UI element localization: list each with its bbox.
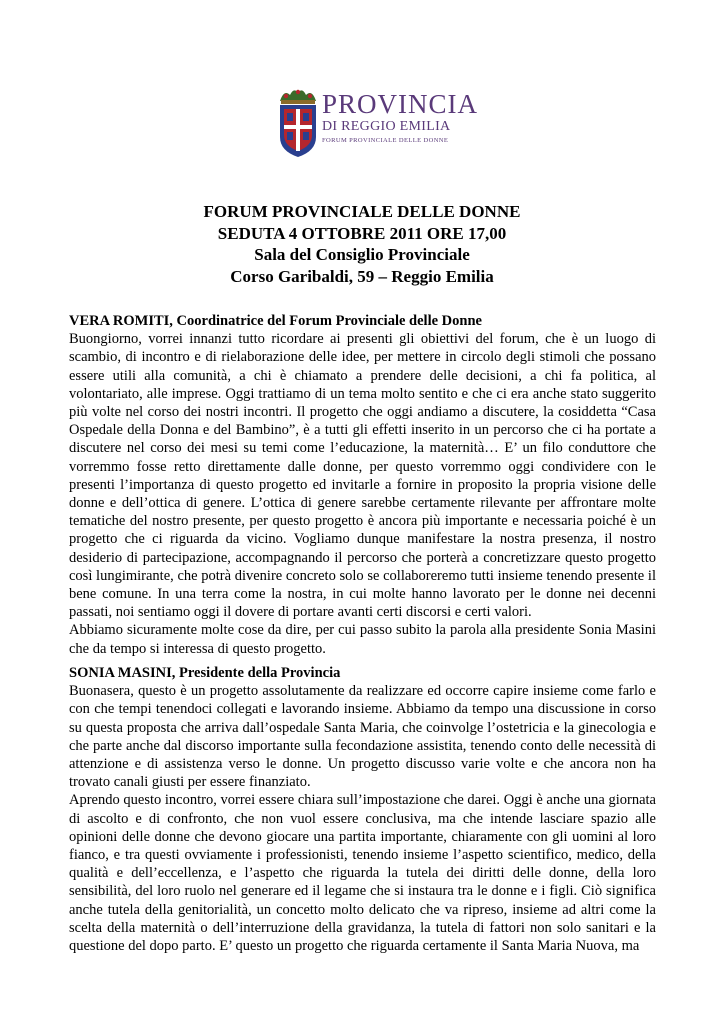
speaker-heading: SONIA MASINI, Presidente della Provincia — [69, 665, 341, 681]
document-heading — [0, 201, 724, 287]
speech-section-2 — [69, 664, 656, 955]
coat-of-arms-icon — [276, 87, 320, 159]
speech-paragraph: Abbiamo sicuramente molte cose da dire, per cui passo subito la parola alla presidente Sonia Masini che da tempo si interessa di questo progetto. — [69, 622, 656, 657]
logo-name: PROVINCIA — [322, 89, 479, 119]
speech-paragraph: Buongiorno, vorrei innanzi tutto ricordare ai presenti gli obiettivi del forum, che è un luogo di scambio, di incontro e di rielaborazione delle idee, per mettere in circolo degli stimoli che possano essere utili alla comunità, a chi è chiamato a prendere delle decisioni, a chi fa politica, al volontariato, alle imprese. Oggi trattiamo di un tema molto sentito e che ci era anche stato suggerito più volte nel corso dei nostri incontri. Il progetto che oggi andiamo a discutere, la cosiddetta “Casa Ospedale della Donna e del Bambino”, è a tutti gli effetti inserito in un percorso che ci ha portate a discutere nel corso dei mesi su temi come l’educazione, la maternità… E’ un filo conduttore che vorremmo fosse retto direttamente dalle donne, per questo vorremmo oggi condividere con le presenti l’importanza di questo progetto ed invitarle a fornire in proposito la propria visione delle donne e dell’ottica di genere. L’ottica di genere sarebbe certamente rilevante per affrontare molte tematiche del nostro presente, per questo progetto è ancora più importante e necessaria poiché è un progetto che ci riguarda da vicino. Vogliamo dunque manifestare la nostra presenza, il nostro desiderio di partecipazione, accompagnando il percorso che porterà a concretizzare questo progetto così lungimirante, che potrà divenire concreto solo se collaboreremo tutti insieme tenendo presente il bene comune. In una terra come la nostra, in cui molte hanno lavorato per le donne nei decenni passati, noi sentiamo oggi il dovere di portare avanti certi discorsi e certi valori. — [69, 331, 656, 621]
logo-subtitle: DI REGGIO EMILIA — [322, 119, 451, 134]
speech-paragraph: Aprendo questo incontro, vorrei essere chiara sull’impostazione che darei. Oggi è anche una giornata di ascolto e di confronto, che non vuol essere conclusiva, ma che intende lasciare spazio alle opinioni delle donne che devono giocare una partita importante, chiaramente con gli uomini al loro fianco, e tra questi ovviamente i professionisti, tenendo insieme l’aspetto scientifico, medico, della qualità e dell’eccellenza, e l’aspetto che riguarda la tutela dei diritti delle donne, della loro sensibilità, del loro ruolo nel generare ed il legame che si instaura tra le donne e i figli. Ciò significa anche tutela della genitorialità, un concetto molto delicato che va ripreso, insieme ad altri come la scelta della maternità o dell’interruzione della gravidanza, la tutela di fattori non solo sanitari e la questione del dopo parto. E’ questo un progetto che riguarda certamente il Santa Maria Nuova, ma — [69, 792, 656, 955]
logo-tagline: FORUM PROVINCIALE DELLE DONNE — [322, 137, 449, 144]
heading-title: FORUM PROVINCIALE DELLE DONNE — [203, 202, 521, 221]
speech-paragraph: Buonasera, questo è un progetto assolutamente da realizzare ed occorre capire insieme come farlo e con che tempi tenendoci collegati e lavorando insieme. Abbiamo da tempo una discussione in corso su questa proposta che arriva dall’ospedale Santa Maria, che coinvolge l’ostetricia e la ginecologia e che parte anche dal discorso importante sulla fecondazione assistita, tenendo conto delle necessità di attenzione e di assistenza verso le donne. Un progetto discusso varie volte e che ancora non ha trovato canali giusti per essere finanziato. — [69, 683, 656, 791]
heading-session: SEDUTA 4 OTTOBRE 2011 ORE 17,00 — [217, 223, 507, 243]
provincia-logo — [276, 87, 479, 159]
heading-venue: Sala del Consiglio Provinciale — [254, 245, 470, 264]
speech-section-1 — [69, 312, 656, 658]
heading-address: Corso Garibaldi, 59 – Reggio Emilia — [230, 266, 494, 286]
speaker-heading: VERA ROMITI, Coordinatrice del Forum Provinciale delle Donne — [69, 313, 482, 329]
